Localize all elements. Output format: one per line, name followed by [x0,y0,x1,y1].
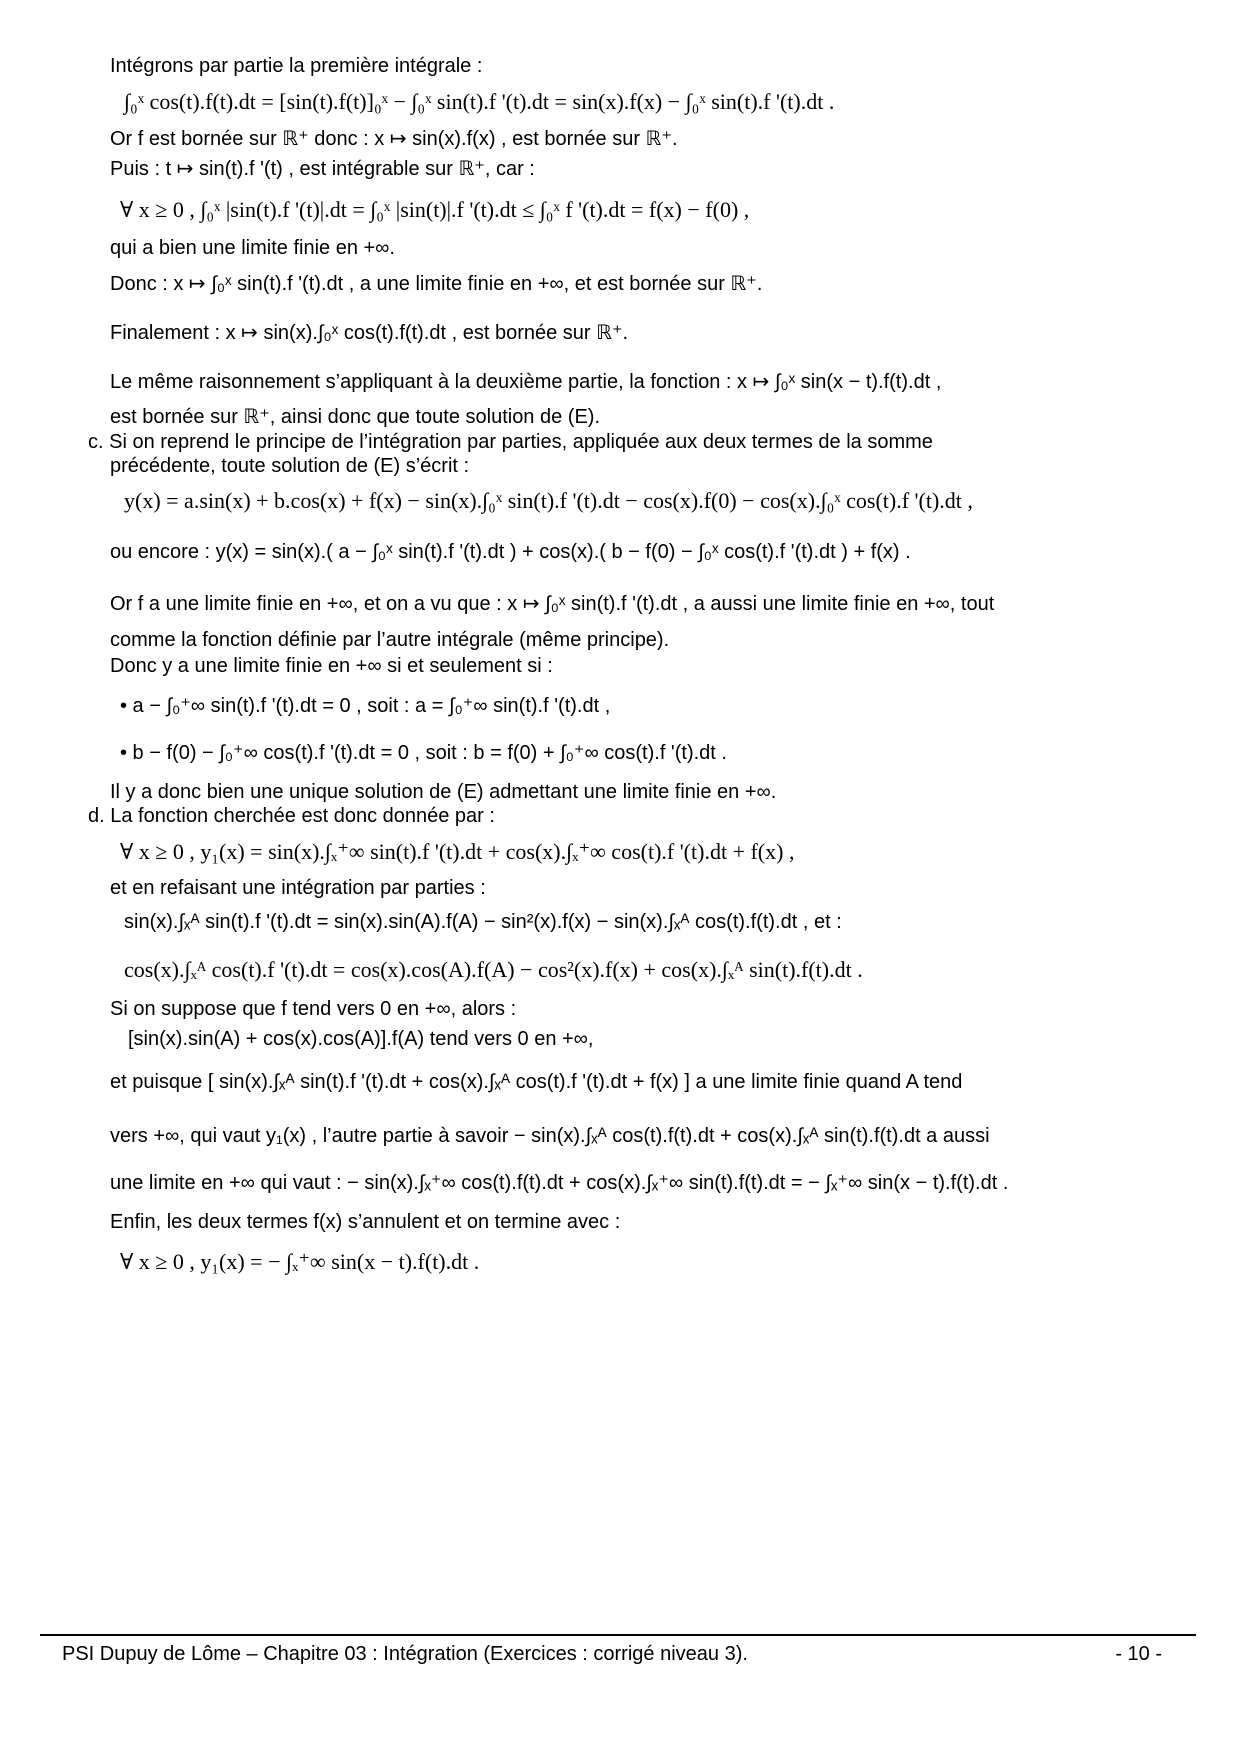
item-c-line-1: c. Si on reprend le principe de l’intégration par parties, appliquée aux deux termes de la somme [88,431,933,453]
text-line-26: Si on suppose que f tend vers 0 en +∞, alors : [110,998,517,1020]
text-line-7: Donc : x ↦ ∫₀ˣ sin(t).f '(t).dt , a une limite finie en +∞, et est bornée sur ℝ⁺. [110,273,763,295]
math-line-2: ∫₀ˣ cos(t).f(t).dt = [sin(t).f(t)]₀ˣ − ∫₀ˣ sin(t).f '(t).dt = sin(x).f(x) − ∫₀ˣ sin(t).f '(t).dt . [124,89,835,114]
text-line-20: Il y a donc bien une unique solution de (E) admettant une limite finie en +∞. [110,781,777,803]
math-line-5: ∀ x ≥ 0 , ∫₀ˣ |sin(t).f '(t)|.dt = ∫₀ˣ |sin(t)|.f '(t).dt ≤ ∫₀ˣ f '(t).dt = f(x) − f(0) , [120,197,750,222]
text-line-17: Donc y a une limite finie en +∞ si et seulement si : [110,655,553,677]
text-line-8: Finalement : x ↦ sin(x).∫₀ˣ cos(t).f(t).dt , est bornée sur ℝ⁺. [110,322,629,344]
text-line-9: Le même raisonnement s’appliquant à la deuxième partie, la fonction : x ↦ ∫₀ˣ sin(x − t).f(t).dt , [110,371,942,393]
text-line-24: sin(x).∫ₓᴬ sin(t).f '(t).dt = sin(x).sin(A).f(A) − sin²(x).f(x) − sin(x).∫ₓᴬ cos(t).f(t).dt , et : [124,911,842,933]
text-line-1: Intégrons par partie la première intégrale : [110,55,483,77]
math-line-25: cos(x).∫ₓᴬ cos(t).f '(t).dt = cos(x).cos(A).f(A) − cos²(x).f(x) + cos(x).∫ₓᴬ sin(t).f(t).dt . [124,957,863,982]
footer-title: PSI Dupuy de Lôme – Chapitre 03 : Intégration (Exercices : corrigé niveau 3). [62,1643,748,1665]
text-line-23: et en refaisant une intégration par parties : [110,877,486,899]
item-d-line-1: d. La fonction cherchée est donc donnée par : [88,805,495,827]
math-line-13: y(x) = a.sin(x) + b.cos(x) + f(x) − sin(x).∫₀ˣ sin(t).f '(t).dt − cos(x).f(0) − cos(x).∫₀ˣ cos(t).f '(t).dt , [124,488,973,513]
text-line-27: [sin(x).sin(A) + cos(x).cos(A)].f(A) tend vers 0 en +∞, [128,1028,594,1050]
text-line-31: Enfin, les deux termes f(x) s’annulent et on termine avec : [110,1211,621,1233]
page-number: - 10 - [1115,1643,1162,1665]
text-line-6: qui a bien une limite finie en +∞. [110,237,395,259]
bullet-line-1: • a − ∫₀⁺∞ sin(t).f '(t).dt = 0 , soit : a = ∫₀⁺∞ sin(t).f '(t).dt , [120,695,611,717]
text-line-28: et puisque [ sin(x).∫ₓᴬ sin(t).f '(t).dt + cos(x).∫ₓᴬ cos(t).f '(t).dt + f(x) ] a une limite finie quand A tend [110,1071,963,1093]
bullet-line-2: • b − f(0) − ∫₀⁺∞ cos(t).f '(t).dt = 0 , soit : b = f(0) + ∫₀⁺∞ cos(t).f '(t).dt . [120,742,727,764]
math-line-32: ∀ x ≥ 0 , y₁(x) = − ∫ₓ⁺∞ sin(x − t).f(t).dt . [120,1249,480,1274]
math-line-22: ∀ x ≥ 0 , y₁(x) = sin(x).∫ₓ⁺∞ sin(t).f '(t).dt + cos(x).∫ₓ⁺∞ cos(t).f '(t).dt + f(x) , [120,839,795,864]
text-line-3: Or f est bornée sur ℝ⁺ donc : x ↦ sin(x).f(x) , est bornée sur ℝ⁺. [110,128,678,150]
item-c-line-2: précédente, toute solution de (E) s’écrit : [110,455,470,477]
text-line-15: Or f a une limite finie en +∞, et on a vu que : x ↦ ∫₀ˣ sin(t).f '(t).dt , a aussi une limite finie en +∞, tout [110,593,995,615]
footer-divider [40,1634,1196,1636]
text-line-29: vers +∞, qui vaut y₁(x) , l’autre partie à savoir − sin(x).∫ₓᴬ cos(t).f(t).dt + cos(x).∫ₓᴬ sin(t).f(t).dt a aussi [110,1125,990,1147]
text-line-4: Puis : t ↦ sin(t).f '(t) , est intégrable sur ℝ⁺, car : [110,158,535,180]
text-line-30: une limite en +∞ qui vaut : − sin(x).∫ₓ⁺∞ cos(t).f(t).dt + cos(x).∫ₓ⁺∞ sin(t).f(t).dt = − ∫ₓ⁺∞ sin(x − t).f(t).dt . [110,1172,1009,1194]
text-line-10: est bornée sur ℝ⁺, ainsi donc que toute solution de (E). [110,406,601,428]
text-line-16: comme la fonction définie par l’autre intégrale (même principe). [110,629,670,651]
text-line-14: ou encore : y(x) = sin(x).( a − ∫₀ˣ sin(t).f '(t).dt ) + cos(x).( b − f(0) − ∫₀ˣ cos(t).f '(t).dt ) + f(x) . [110,541,911,563]
